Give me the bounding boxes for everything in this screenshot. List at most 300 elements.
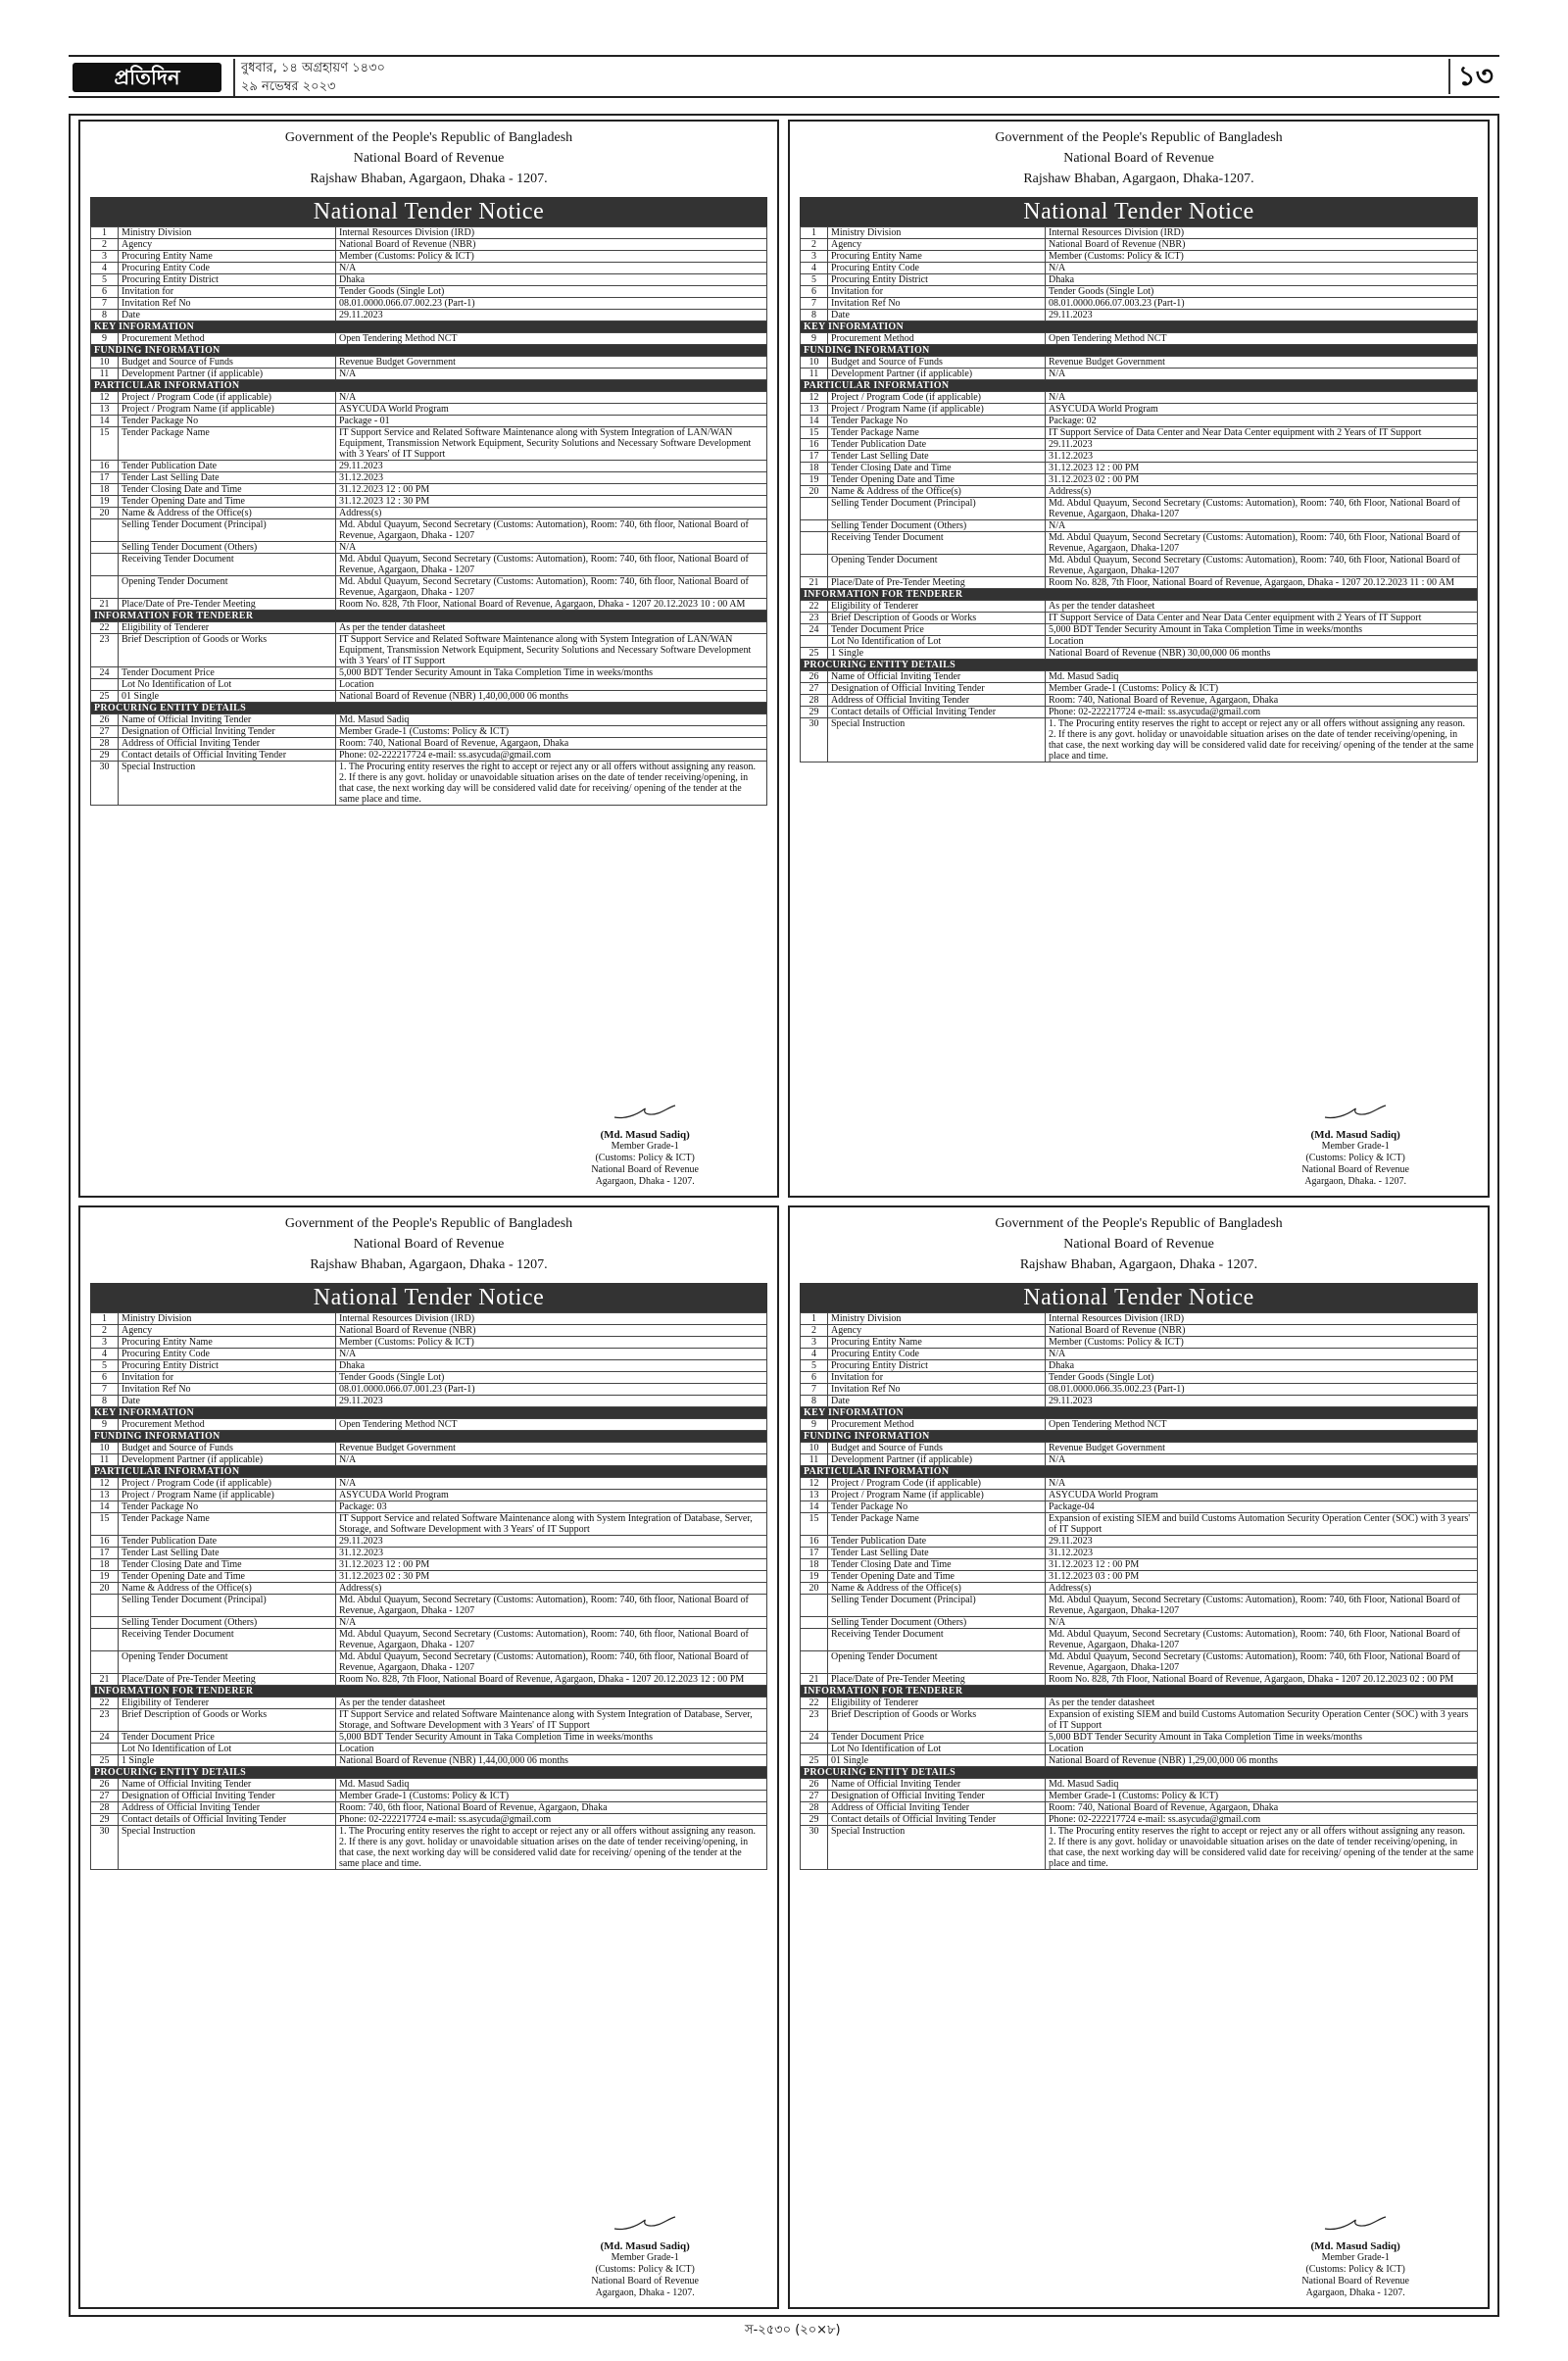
section-heading: INFORMATION FOR TENDERER xyxy=(91,611,767,622)
cell-no: 23 xyxy=(801,1709,828,1732)
table-row xyxy=(801,369,1478,380)
cell-no: 25 xyxy=(91,691,119,703)
cell-no: 13 xyxy=(91,404,119,416)
cell-no: 3 xyxy=(91,1337,119,1349)
cell-lbl: Receiving Tender Document xyxy=(119,1629,336,1651)
cell-lbl: Procuring Entity District xyxy=(119,1360,336,1372)
cell-val: Phone: 02-222217724 e-mail: ss.asycuda@gmail.com xyxy=(1046,1814,1478,1826)
cell-val: 31.12.2023 xyxy=(336,1548,767,1559)
table-row xyxy=(91,1431,767,1443)
notice-title: National Tender Notice xyxy=(90,197,767,226)
cell-lbl: Agency xyxy=(828,239,1046,251)
table-row xyxy=(801,1802,1478,1814)
section-heading: FUNDING INFORMATION xyxy=(801,1431,1478,1443)
cell-no xyxy=(91,519,119,542)
section-heading: PARTICULAR INFORMATION xyxy=(91,380,767,392)
cell-val: 31.12.2023 02 : 30 PM xyxy=(336,1571,767,1583)
cell-lbl: Name & Address of the Office(s) xyxy=(119,1583,336,1595)
cell-no: 20 xyxy=(801,1583,828,1595)
table-row xyxy=(801,1443,1478,1454)
cell-val: N/A xyxy=(336,1454,767,1466)
cell-val: N/A xyxy=(1046,1478,1478,1490)
table-row xyxy=(91,667,767,679)
table-row xyxy=(91,357,767,369)
cell-no: 12 xyxy=(801,392,828,404)
table-row xyxy=(91,1325,767,1337)
signatory-line: Member Grade-1 xyxy=(1321,2252,1390,2263)
header-line: Rajshaw Bhaban, Agargaon, Dhaka - 1207. xyxy=(1019,1257,1258,1272)
signatory-name: (Md. Masud Sadiq) xyxy=(600,1129,690,1141)
cell-no: 2 xyxy=(91,1325,119,1337)
cell-lbl: Project / Program Code (if applicable) xyxy=(828,392,1046,404)
cell-val: Md. Abdul Quayum, Second Secretary (Customs: Automation), Room: 740, 6th floor, National Board of Revenue, Agargaon, Dhaka - 1207 xyxy=(336,576,767,599)
cell-no xyxy=(801,636,828,648)
table-row xyxy=(801,286,1478,298)
table-row xyxy=(91,508,767,519)
table-row xyxy=(91,750,767,762)
cell-val: 31.12.2023 12 : 00 PM xyxy=(336,484,767,496)
cell-lbl: Opening Tender Document xyxy=(828,555,1046,577)
cell-no: 10 xyxy=(801,1443,828,1454)
cell-val: 31.12.2023 12 : 00 PM xyxy=(1046,1559,1478,1571)
cell-lbl: Name & Address of the Office(s) xyxy=(828,1583,1046,1595)
notice-header xyxy=(790,127,1488,189)
cell-val: 31.12.2023 12 : 00 PM xyxy=(1046,463,1478,474)
cell-no: 23 xyxy=(91,1709,119,1732)
table-row xyxy=(91,1349,767,1360)
table-row xyxy=(91,599,767,611)
table-row xyxy=(801,1490,1478,1501)
table-row xyxy=(91,1697,767,1709)
table-row xyxy=(801,416,1478,427)
table-row xyxy=(91,726,767,738)
cell-no: 23 xyxy=(91,634,119,667)
cell-no: 22 xyxy=(91,622,119,634)
cell-val: Dhaka xyxy=(1046,274,1478,286)
cell-lbl: Selling Tender Document (Others) xyxy=(119,1617,336,1629)
cell-val: Member Grade-1 (Customs: Policy & ICT) xyxy=(1046,1791,1478,1802)
cell-no: 15 xyxy=(91,1513,119,1536)
table-row xyxy=(801,1629,1478,1651)
table-row xyxy=(91,1755,767,1767)
cell-val: Md. Masud Sadiq xyxy=(336,714,767,726)
cell-lbl: Selling Tender Document (Principal) xyxy=(119,519,336,542)
newspaper-logo: প্রতিদিন xyxy=(73,63,221,92)
cell-val: N/A xyxy=(1046,1617,1478,1629)
table-row xyxy=(91,369,767,380)
cell-val: N/A xyxy=(336,1349,767,1360)
cell-val: National Board of Revenue (NBR) 30,00,000 06 months xyxy=(1046,648,1478,660)
table-row xyxy=(91,691,767,703)
cell-lbl: Designation of Official Inviting Tender xyxy=(828,1791,1046,1802)
cell-lbl: Procuring Entity Name xyxy=(828,1337,1046,1349)
table-row xyxy=(801,1755,1478,1767)
signatory-name: (Md. Masud Sadiq) xyxy=(600,2240,690,2252)
cell-lbl: Development Partner (if applicable) xyxy=(828,1454,1046,1466)
cell-val: 29.11.2023 xyxy=(1046,1396,1478,1407)
table-row xyxy=(91,1583,767,1595)
cell-lbl: Tender Package Name xyxy=(828,427,1046,439)
cell-lbl: Special Instruction xyxy=(119,762,336,806)
cell-val: Location xyxy=(1046,1744,1478,1755)
issue-date-line1: বুধবার, ১৪ অগ্রহায়ণ ১৪৩০ xyxy=(241,61,385,75)
table-row xyxy=(91,484,767,496)
cell-lbl: Date xyxy=(828,310,1046,321)
header-line: National Board of Revenue xyxy=(353,1237,505,1252)
cell-no: 15 xyxy=(91,427,119,461)
cell-val: Internal Resources Division (IRD) xyxy=(336,1313,767,1325)
table-row xyxy=(91,554,767,576)
cell-val: ASYCUDA World Program xyxy=(336,404,767,416)
cell-lbl: 01 Single xyxy=(119,691,336,703)
cell-val: 5,000 BDT Tender Security Amount in Taka Completion Time in weeks/months xyxy=(336,1732,767,1744)
cell-lbl: Opening Tender Document xyxy=(119,576,336,599)
cell-lbl: Brief Description of Goods or Works xyxy=(119,1709,336,1732)
table-row xyxy=(91,738,767,750)
cell-lbl: Project / Program Code (if applicable) xyxy=(119,1478,336,1490)
cell-lbl: Designation of Official Inviting Tender xyxy=(828,683,1046,695)
cell-no xyxy=(91,1595,119,1617)
table-row xyxy=(91,1372,767,1384)
cell-lbl: Project / Program Name (if applicable) xyxy=(828,1490,1046,1501)
cell-val: Room: 740, National Board of Revenue, Agargaon, Dhaka xyxy=(1046,695,1478,707)
cell-lbl: Invitation for xyxy=(119,286,336,298)
table-row xyxy=(91,1571,767,1583)
table-row xyxy=(91,762,767,806)
cell-val: IT Support Service and related Software Maintenance along with System Integration of Database, Server, Storage, and Software Development with 3 Years' of IT Support xyxy=(336,1709,767,1732)
cell-no xyxy=(91,679,119,691)
table-row xyxy=(801,1559,1478,1571)
cell-lbl: Tender Package Name xyxy=(119,1513,336,1536)
cell-val: 1. The Procuring entity reserves the right to accept or reject any or all offers without assigning any reason. 2. If there is any govt. holiday or unavoidable situation arises on the date of tender receiving/opening, in that case, the next working day will be considered valid date for receiving/ opening of the tender at the same place and time. xyxy=(336,762,767,806)
table-row xyxy=(801,707,1478,718)
cell-lbl: Date xyxy=(119,310,336,321)
table-row xyxy=(91,1490,767,1501)
cell-val: 31.12.2023 xyxy=(1046,451,1478,463)
cell-val: Md. Abdul Quayum, Second Secretary (Customs: Automation), Room: 740, 6th floor, National Board of Revenue, Agargaon, Dhaka - 1207 xyxy=(336,1595,767,1617)
cell-no: 14 xyxy=(801,416,828,427)
cell-val: 29.11.2023 xyxy=(336,310,767,321)
cell-lbl: 1 Single xyxy=(828,648,1046,660)
cell-no: 8 xyxy=(91,1396,119,1407)
cell-no: 13 xyxy=(801,404,828,416)
table-row xyxy=(91,321,767,333)
table-row xyxy=(91,496,767,508)
cell-no: 1 xyxy=(91,227,119,239)
cell-val: Address(s) xyxy=(1046,1583,1478,1595)
signatory-name: (Md. Masud Sadiq) xyxy=(1310,2240,1400,2252)
cell-lbl: Contact details of Official Inviting Tender xyxy=(119,750,336,762)
cell-val: Package: 02 xyxy=(1046,416,1478,427)
table-row xyxy=(801,1384,1478,1396)
cell-val: Md. Abdul Quayum, Second Secretary (Customs: Automation), Room: 740, 6th floor, National Board of Revenue, Agargaon, Dhaka - 1207 xyxy=(336,519,767,542)
table-row xyxy=(801,474,1478,486)
table-row xyxy=(801,1686,1478,1697)
cell-val: Package - 01 xyxy=(336,416,767,427)
cell-no: 22 xyxy=(801,1697,828,1709)
cell-val: N/A xyxy=(1046,369,1478,380)
cell-no: 9 xyxy=(801,333,828,345)
table-row xyxy=(801,1697,1478,1709)
table-row xyxy=(91,542,767,554)
cell-no: 20 xyxy=(801,486,828,498)
cell-val: As per the tender datasheet xyxy=(336,622,767,634)
cell-lbl: Invitation for xyxy=(828,286,1046,298)
cell-lbl: Budget and Source of Funds xyxy=(119,1443,336,1454)
table-row xyxy=(91,1686,767,1697)
table-row xyxy=(801,1478,1478,1490)
cell-no: 28 xyxy=(801,695,828,707)
signatory-line: Agargaon, Dhaka. - 1207. xyxy=(1304,1176,1406,1187)
cell-no: 18 xyxy=(91,1559,119,1571)
cell-val: Room No. 828, 7th Floor, National Board of Revenue, Agargaon, Dhaka - 1207 20.12.2023 02 : 00 PM xyxy=(1046,1674,1478,1686)
cell-lbl: Procuring Entity Name xyxy=(119,251,336,263)
cell-val: 5,000 BDT Tender Security Amount in Taka Completion Time in weeks/months xyxy=(336,667,767,679)
cell-val: 31.12.2023 12 : 00 PM xyxy=(336,1559,767,1571)
cell-no: 4 xyxy=(801,1349,828,1360)
cell-lbl: Project / Program Name (if applicable) xyxy=(119,1490,336,1501)
table-row xyxy=(91,634,767,667)
table-row xyxy=(801,683,1478,695)
cell-val: Package: 03 xyxy=(336,1501,767,1513)
table-row xyxy=(91,1732,767,1744)
cell-no xyxy=(91,576,119,599)
table-row xyxy=(801,520,1478,532)
cell-val: 08.01.0000.066.07.003.23 (Part-1) xyxy=(1046,298,1478,310)
cell-val: Md. Abdul Quayum, Second Secretary (Customs: Automation), Room: 740, 6th Floor, National Board of Revenue, Agargaon, Dhaka-1207 xyxy=(1046,1595,1478,1617)
cell-no: 3 xyxy=(91,251,119,263)
cell-no: 18 xyxy=(801,1559,828,1571)
cell-lbl: Special Instruction xyxy=(828,718,1046,762)
cell-lbl: Procuring Entity District xyxy=(828,1360,1046,1372)
signatory-line: National Board of Revenue xyxy=(1301,1164,1409,1175)
cell-val: Md. Abdul Quayum, Second Secretary (Customs: Automation), Room: 740, 6th Floor, National Board of Revenue, Agargaon, Dhaka-1207 xyxy=(1046,532,1478,555)
table-row xyxy=(91,310,767,321)
cell-val: Tender Goods (Single Lot) xyxy=(336,286,767,298)
cell-no: 21 xyxy=(91,599,119,611)
cell-lbl: Name of Official Inviting Tender xyxy=(119,1779,336,1791)
cell-no: 16 xyxy=(801,439,828,451)
table-row xyxy=(91,1384,767,1396)
table-row xyxy=(801,239,1478,251)
cell-lbl: Tender Closing Date and Time xyxy=(119,484,336,496)
table-row xyxy=(801,671,1478,683)
table-row xyxy=(801,1349,1478,1360)
cell-val: Revenue Budget Government xyxy=(1046,1443,1478,1454)
table-row xyxy=(91,1454,767,1466)
table-row xyxy=(91,416,767,427)
cell-no xyxy=(801,1651,828,1674)
cell-val: Address(s) xyxy=(1046,486,1478,498)
table-row xyxy=(91,239,767,251)
signatory-line: Member Grade-1 xyxy=(611,2252,679,2263)
cell-val: National Board of Revenue (NBR) xyxy=(336,1325,767,1337)
table-row xyxy=(91,263,767,274)
cell-lbl: Contact details of Official Inviting Tender xyxy=(828,1814,1046,1826)
cell-no: 18 xyxy=(801,463,828,474)
cell-lbl: Tender Publication Date xyxy=(828,1536,1046,1548)
header-line: Rajshaw Bhaban, Agargaon, Dhaka - 1207. xyxy=(310,172,548,186)
cell-val: 29.11.2023 xyxy=(1046,439,1478,451)
cell-lbl: Contact details of Official Inviting Tender xyxy=(119,1814,336,1826)
cell-val: Phone: 02-222217724 e-mail: ss.asycuda@gmail.com xyxy=(1046,707,1478,718)
table-row xyxy=(801,439,1478,451)
cell-no: 8 xyxy=(91,310,119,321)
cell-no xyxy=(91,1629,119,1651)
cell-lbl: Project / Program Code (if applicable) xyxy=(119,392,336,404)
table-row xyxy=(91,404,767,416)
table-row xyxy=(91,1443,767,1454)
issue-date xyxy=(233,59,385,96)
table-row xyxy=(91,1779,767,1791)
table-row xyxy=(91,392,767,404)
table-row xyxy=(91,1744,767,1755)
cell-no: 24 xyxy=(801,1732,828,1744)
cell-no: 9 xyxy=(801,1419,828,1431)
table-row xyxy=(801,298,1478,310)
signatory-line: (Customs: Policy & ICT) xyxy=(1305,1153,1405,1163)
cell-val: Tender Goods (Single Lot) xyxy=(1046,286,1478,298)
cell-lbl: 01 Single xyxy=(828,1755,1046,1767)
table-row xyxy=(801,555,1478,577)
cell-no: 22 xyxy=(801,601,828,613)
header-line: Government of the People's Republic of Bangladesh xyxy=(284,130,573,145)
signature-block xyxy=(1301,1102,1409,1188)
cell-lbl: Ministry Division xyxy=(119,227,336,239)
cell-no: 26 xyxy=(91,1779,119,1791)
cell-lbl: Eligibility of Tenderer xyxy=(119,1697,336,1709)
cell-no xyxy=(801,1629,828,1651)
cell-lbl: Tender Closing Date and Time xyxy=(828,463,1046,474)
cell-no: 17 xyxy=(91,472,119,484)
cell-lbl: Address of Official Inviting Tender xyxy=(119,1802,336,1814)
cell-val: Member (Customs: Policy & ICT) xyxy=(1046,1337,1478,1349)
cell-val: N/A xyxy=(336,263,767,274)
notice-header xyxy=(80,1213,777,1275)
header-line: Rajshaw Bhaban, Agargaon, Dhaka-1207. xyxy=(1023,172,1254,186)
cell-val: N/A xyxy=(336,392,767,404)
cell-no: 5 xyxy=(91,1360,119,1372)
cell-no: 16 xyxy=(91,1536,119,1548)
signatory-line: Agargaon, Dhaka - 1207. xyxy=(595,2287,695,2298)
cell-val: ASYCUDA World Program xyxy=(336,1490,767,1501)
cell-no: 28 xyxy=(91,738,119,750)
cell-val: National Board of Revenue (NBR) xyxy=(1046,1325,1478,1337)
table-row xyxy=(91,519,767,542)
cell-lbl: Contact details of Official Inviting Tender xyxy=(828,707,1046,718)
signature-block xyxy=(591,1102,699,1188)
table-row xyxy=(801,1674,1478,1686)
cell-val: Location xyxy=(336,1744,767,1755)
table-row xyxy=(801,1767,1478,1779)
cell-val: 29.11.2023 xyxy=(1046,310,1478,321)
table-row xyxy=(801,1779,1478,1791)
table-row xyxy=(801,1372,1478,1384)
table-row xyxy=(801,404,1478,416)
cell-val: IT Support Service and Related Software Maintenance along with System Integration of LAN/WAN Equipment, Transmission Network Equipment, Security Solutions and Necessary Software Development with 3 Years' of IT Support xyxy=(336,427,767,461)
table-row xyxy=(801,310,1478,321)
cell-no: 17 xyxy=(801,451,828,463)
table-row xyxy=(801,380,1478,392)
table-row xyxy=(801,463,1478,474)
cell-no: 1 xyxy=(91,1313,119,1325)
cell-no: 21 xyxy=(91,1674,119,1686)
cell-no: 19 xyxy=(801,1571,828,1583)
table-row xyxy=(91,1360,767,1372)
cell-lbl: Designation of Official Inviting Tender xyxy=(119,1791,336,1802)
cell-no xyxy=(91,1744,119,1755)
cell-lbl: Tender Opening Date and Time xyxy=(828,1571,1046,1583)
table-row xyxy=(801,1814,1478,1826)
section-heading: FUNDING INFORMATION xyxy=(91,1431,767,1443)
cell-val: Md. Abdul Quayum, Second Secretary (Customs: Automation), Room: 740, 6th floor, National Board of Revenue, Agargaon, Dhaka - 1207 xyxy=(336,1651,767,1674)
signatory-line: (Customs: Policy & ICT) xyxy=(1305,2264,1405,2275)
cell-no: 5 xyxy=(91,274,119,286)
cell-no: 4 xyxy=(91,263,119,274)
cell-no: 6 xyxy=(801,1372,828,1384)
cell-no: 10 xyxy=(91,357,119,369)
cell-lbl: Invitation Ref No xyxy=(119,298,336,310)
cell-lbl: Tender Last Selling Date xyxy=(119,1548,336,1559)
cell-val: 08.01.0000.066.35.002.23 (Part-1) xyxy=(1046,1384,1478,1396)
cell-val: Md. Masud Sadiq xyxy=(1046,671,1478,683)
table-row xyxy=(801,1454,1478,1466)
cell-lbl: Tender Last Selling Date xyxy=(828,1548,1046,1559)
cell-lbl: Budget and Source of Funds xyxy=(828,1443,1046,1454)
cell-lbl: Tender Closing Date and Time xyxy=(828,1559,1046,1571)
cell-lbl: Selling Tender Document (Others) xyxy=(828,520,1046,532)
cell-val: Room: 740, National Board of Revenue, Agargaon, Dhaka xyxy=(1046,1802,1478,1814)
cell-val: Address(s) xyxy=(336,1583,767,1595)
cell-val: National Board of Revenue (NBR) xyxy=(1046,239,1478,251)
cell-no: 6 xyxy=(91,286,119,298)
table-row xyxy=(91,1617,767,1629)
cell-val: 5,000 BDT Tender Security Amount in Taka Completion Time in weeks/months xyxy=(1046,1732,1478,1744)
signatory-line: Agargaon, Dhaka - 1207. xyxy=(595,1176,695,1187)
table-row xyxy=(801,660,1478,671)
table-row xyxy=(801,613,1478,624)
section-heading: KEY INFORMATION xyxy=(801,321,1478,333)
ad-code: স-২৫৩০ (২০×৮) xyxy=(745,2323,841,2337)
cell-no: 24 xyxy=(801,624,828,636)
cell-lbl: Selling Tender Document (Principal) xyxy=(119,1595,336,1617)
table-row xyxy=(801,636,1478,648)
table-row xyxy=(91,1559,767,1571)
cell-no xyxy=(801,520,828,532)
tender-table xyxy=(800,1312,1478,1870)
tender-notice-4 xyxy=(788,1205,1490,2309)
cell-no: 12 xyxy=(91,1478,119,1490)
cell-lbl: Procuring Entity Name xyxy=(119,1337,336,1349)
cell-no: 16 xyxy=(91,461,119,472)
cell-no: 1 xyxy=(801,1313,828,1325)
table-row xyxy=(91,1674,767,1686)
cell-lbl: Ministry Division xyxy=(828,1313,1046,1325)
cell-val: Md. Abdul Quayum, Second Secretary (Customs: Automation), Room: 740, 6th Floor, National Board of Revenue, Agargaon, Dhaka-1207 xyxy=(1046,498,1478,520)
cell-no: 4 xyxy=(91,1349,119,1360)
cell-no: 11 xyxy=(91,369,119,380)
cell-val: Room: 740, 6th floor, National Board of Revenue, Agargaon, Dhaka xyxy=(336,1802,767,1814)
tender-table xyxy=(90,226,767,806)
handwritten-signature xyxy=(611,1102,679,1123)
cell-no: 22 xyxy=(91,1697,119,1709)
header-line: Rajshaw Bhaban, Agargaon, Dhaka - 1207. xyxy=(310,1257,548,1272)
table-row xyxy=(801,1571,1478,1583)
header-line: National Board of Revenue xyxy=(1063,151,1214,166)
cell-lbl: Tender Package Name xyxy=(119,427,336,461)
cell-no: 1 xyxy=(801,227,828,239)
cell-no: 2 xyxy=(91,239,119,251)
